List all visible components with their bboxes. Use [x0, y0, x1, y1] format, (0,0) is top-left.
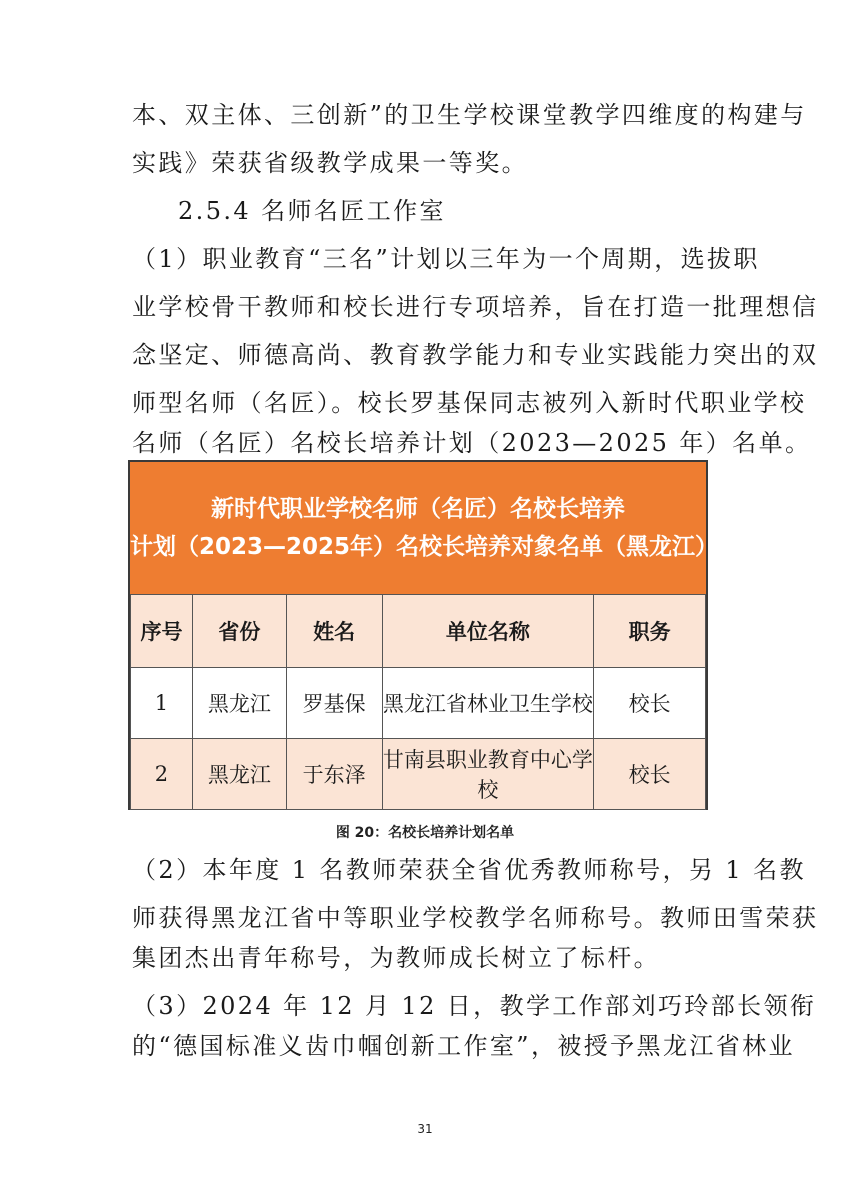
- table-cell: 于东泽: [286, 739, 382, 810]
- body-line: 师获得黑龙江省中等职业学校教学名师称号。教师田雪荣获: [132, 904, 819, 932]
- body-line: 念坚定、师德高尚、教育教学能力和专业实践能力突出的双: [132, 341, 819, 369]
- roster-table-image: [128, 460, 719, 810]
- table-cell: 罗基保: [286, 668, 382, 739]
- table-cell: 黑龙江: [192, 668, 286, 739]
- table-cell: 1: [131, 668, 193, 739]
- header-cell: 省份: [192, 595, 286, 668]
- body-line: 本、双主体、三创新”的卫生学校课堂教学四维度的构建与: [132, 101, 807, 129]
- body-line: 师型名师（名匠）。校长罗基保同志被列入新时代职业学校: [132, 389, 807, 417]
- body-line: （3）2024 年 12 月 12 日，教学工作部刘巧玲部长领衔: [132, 992, 817, 1020]
- table-cell: 2: [131, 739, 193, 810]
- body-line: 集团杰出青年称号，为教师成长树立了标杆。: [132, 944, 660, 972]
- table-cell: 黑龙江: [192, 739, 286, 810]
- table-cell: 黑龙江省林业卫生学校: [382, 668, 594, 739]
- table-row: [131, 668, 706, 739]
- body-line: 名师（名匠）名校长培养计划（2023—2025 年）名单。: [132, 429, 812, 457]
- roster-table: [130, 594, 706, 810]
- body-line: 的“德国标准义齿巾帼创新工作室”，被授予黑龙江省林业: [132, 1032, 795, 1060]
- body-line: （1）职业教育“三名”计划以三年为一个周期，选拔职: [132, 245, 760, 273]
- body-line: （2）本年度 1 名教师荣获全省优秀教师称号，另 1 名教: [132, 856, 806, 884]
- header-cell: 单位名称: [382, 595, 594, 668]
- table-header-row: [131, 595, 706, 668]
- section-heading: 2.5.4 名师名匠工作室: [178, 197, 446, 225]
- body-line: 业学校骨干教师和校长进行专项培养，旨在打造一批理想信: [132, 293, 819, 321]
- table-cell: 甘南县职业教育中心学校: [382, 739, 594, 810]
- table-title-line: 计划（2023—2025年）名校长培养对象名单（黑龙江）: [130, 534, 719, 560]
- page-number: 31: [417, 1122, 433, 1136]
- body-line: 实践》荣获省级教学成果一等奖。: [132, 149, 528, 177]
- table-title-line: 新时代职业学校名师（名匠）名校长培养: [211, 496, 625, 522]
- table-title: [130, 462, 719, 594]
- table-cell: 校长: [594, 739, 706, 810]
- table-cell: 校长: [594, 668, 706, 739]
- header-cell: 序号: [131, 595, 193, 668]
- table-row: [131, 739, 706, 810]
- header-cell: 姓名: [286, 595, 382, 668]
- header-cell: 职务: [594, 595, 706, 668]
- figure-caption: 图 20：名校长培养计划名单: [335, 825, 515, 841]
